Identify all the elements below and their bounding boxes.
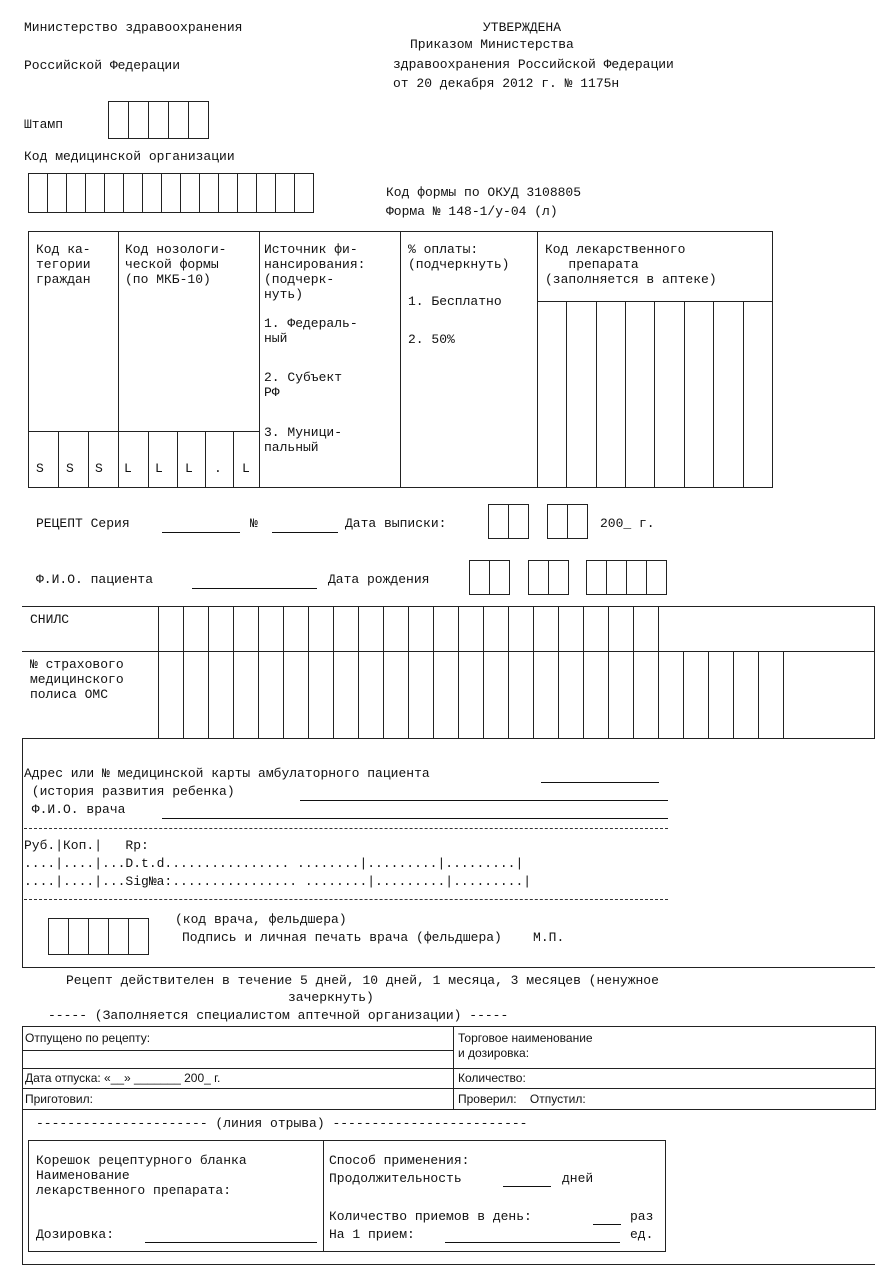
code-letter: S <box>95 461 103 476</box>
oms-cells[interactable] <box>158 651 784 739</box>
dispensed-label: Отпущено по рецепту: <box>25 1031 151 1045</box>
snils-label: СНИЛС <box>30 612 70 627</box>
oms-label: № страхового медицинского полиса ОМС <box>30 657 124 702</box>
issue-day-cells[interactable] <box>488 504 529 539</box>
payment-option-50[interactable]: 2. 50% <box>408 332 455 347</box>
financing-option-federal[interactable]: 1. Федераль- ный <box>264 316 358 346</box>
recipe-number-label: № <box>250 516 258 531</box>
days-unit: дней <box>562 1171 594 1186</box>
patient-name-field[interactable] <box>192 575 317 589</box>
recipe-series-field[interactable] <box>162 519 240 533</box>
org-code-label: Код медицинской организации <box>24 149 235 164</box>
doctor-name-field[interactable] <box>162 805 668 819</box>
birth-date-label: Дата рождения <box>328 572 430 587</box>
financing-header: Источник фи- нансирования: (подчерк- нуть) <box>264 242 366 302</box>
quantity-label: Количество: <box>458 1071 526 1085</box>
times-per-day-field[interactable] <box>593 1211 621 1225</box>
pharmacy-note: ----- (Заполняется специалистом аптечной организации) ----- <box>48 1008 509 1023</box>
code-letter: L <box>155 461 163 476</box>
nosology-header: Код нозологи- ческой формы (по МКБ-10) <box>125 242 227 287</box>
code-letter: . <box>214 461 222 476</box>
trade-name-label: Торговое наименование и дозировка: <box>458 1031 593 1060</box>
prepared-label: Приготовил: <box>25 1092 93 1106</box>
approved-label: УТВЕРЖДЕНА <box>483 20 562 35</box>
per-dose-label: На 1 прием: <box>329 1227 415 1242</box>
dtd-line[interactable]: ....|....|...D.t.d................ ........|.........|.........| <box>24 856 524 871</box>
form-number: Форма № 148-1/у-04 (л) <box>386 204 558 219</box>
validity-line2: зачеркнуть) <box>288 990 374 1005</box>
ministry-line1: Министерство здравоохранения <box>24 20 243 35</box>
recipe-number-field[interactable] <box>272 519 338 533</box>
doctor-code-label: (код врача, фельдшера) <box>175 912 347 927</box>
code-letter: L <box>124 461 132 476</box>
stamp-cells[interactable] <box>108 101 209 139</box>
signa-line[interactable]: ....|....|...Sig№a:................ ........|.........|.........| <box>24 874 532 889</box>
payment-header: % оплаты: (подчеркнуть) <box>408 242 510 272</box>
okud-code: Код формы по ОКУД 3108805 <box>386 185 582 200</box>
doctor-code-cells[interactable] <box>48 918 149 955</box>
stub-title: Корешок рецептурного бланка Наименование лекарственного препарата: <box>36 1153 247 1198</box>
recipe-series-label: РЕЦЕПТ Серия <box>36 516 130 531</box>
dose-unit: ед. <box>630 1227 654 1242</box>
history-field[interactable] <box>300 787 668 801</box>
birth-month-cells[interactable] <box>528 560 569 595</box>
ministry-line2: Российской Федерации <box>24 58 181 73</box>
birth-day-cells[interactable] <box>469 560 510 595</box>
issue-year: 200_ г. <box>600 516 655 531</box>
citizen-category-header: Код ка- тегории граждан <box>36 242 91 287</box>
code-letter: S <box>36 461 44 476</box>
code-letter: L <box>185 461 193 476</box>
address-field[interactable] <box>541 769 659 783</box>
stamp-label: Штамп <box>24 117 64 132</box>
doctor-name-label: Ф.И.О. врача <box>24 802 126 817</box>
duration-field[interactable] <box>503 1173 551 1187</box>
code-letter: S <box>66 461 74 476</box>
rub-kop-rp-line: Руб.|Коп.| Rp: <box>24 838 149 853</box>
history-label: (история развития ребенка) <box>24 784 235 799</box>
duration-label: Продолжительность <box>329 1171 462 1186</box>
validity-line1: Рецепт действителен в течение 5 дней, 10 дней, 1 месяца, 3 месяцев (ненужное <box>66 973 659 988</box>
per-dose-field[interactable] <box>445 1229 620 1243</box>
order-line1: Приказом Министерства <box>410 37 574 52</box>
financing-option-municipal[interactable]: 3. Муници- пальный <box>264 425 343 455</box>
birth-year-cells[interactable] <box>586 560 667 595</box>
snils-cells[interactable] <box>158 606 659 652</box>
financing-option-subject[interactable]: 2. Субъект РФ <box>264 370 343 400</box>
issue-date-label: Дата выписки: <box>345 516 447 531</box>
method-label: Способ применения: <box>329 1153 470 1168</box>
address-label: Адрес или № медицинской карты амбулаторного пациента <box>24 766 430 781</box>
checked-label: Проверил: Отпустил: <box>458 1092 586 1106</box>
order-line2: здравоохранения Российской Федерации <box>393 57 674 72</box>
stub-dosage-label: Дозировка: <box>36 1227 115 1242</box>
tear-line: ---------------------- (линия отрыва) ------------------------- <box>36 1116 528 1131</box>
order-line3: от 20 декабря 2012 г. № 1175н <box>393 76 620 91</box>
patient-name-label: Ф.И.О. пациента <box>36 572 154 587</box>
times-per-day-label: Количество приемов в день: <box>329 1209 532 1224</box>
org-code-cells[interactable] <box>28 173 314 213</box>
payment-option-free[interactable]: 1. Бесплатно <box>408 294 502 309</box>
signature-label: Подпись и личная печать врача (фельдшера) М.П. <box>182 930 565 945</box>
code-letter: L <box>242 461 250 476</box>
drug-code-header: Код лекарственного препарата (заполняется в аптеке) <box>545 242 717 287</box>
times-unit: раз <box>630 1209 654 1224</box>
issue-month-cells[interactable] <box>547 504 588 539</box>
stub-dosage-field[interactable] <box>145 1229 317 1243</box>
dispense-date-label: Дата отпуска: «__» _______ 200_ г. <box>25 1071 221 1085</box>
